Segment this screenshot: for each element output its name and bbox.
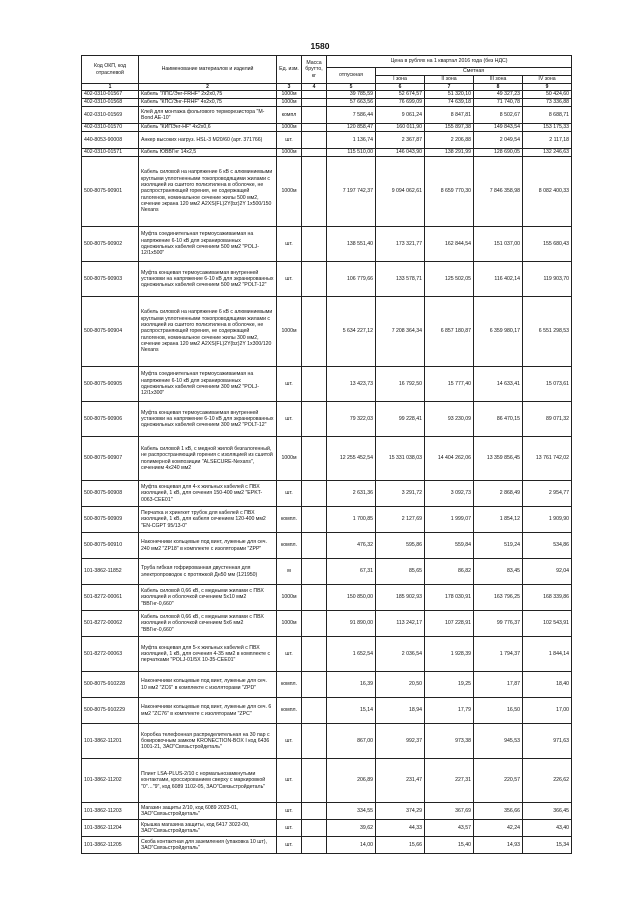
item-name: Коробка телефонная распределительная на 30 пар с бокировочным замком KRONECTION-BOX I код 6436 1001-21, ЗАО"Связьстройдеталь" — [139, 724, 277, 759]
header-zone-1: I зона — [376, 76, 425, 84]
header-code: Код ОКП, код отраслевой — [82, 56, 139, 84]
header-price-title: Цена в рублях на 1 квартал 2016 года (без НДС) — [327, 56, 572, 68]
price-zone-1: 595,86 — [376, 533, 425, 559]
price-zone-1: 99 228,41 — [376, 402, 425, 437]
price-zone-1: 52 674,57 — [376, 91, 425, 99]
price-release: 150 850,00 — [327, 585, 376, 611]
price-zone-4: 92,04 — [523, 559, 572, 585]
table-row — [82, 507, 572, 533]
item-unit: шт. — [277, 227, 302, 262]
item-code: 500-8075-90901 — [82, 157, 139, 227]
price-zone-3: 71 740,78 — [474, 99, 523, 107]
column-index: 2 — [139, 84, 277, 91]
price-zone-1: 18,94 — [376, 698, 425, 724]
price-zone-2: 1 928,39 — [425, 637, 474, 672]
item-name: Крышка магазина защиты, код 6417 3022-00, ЗАО"Связьстройдеталь" — [139, 820, 277, 837]
price-zone-2: 162 844,54 — [425, 227, 474, 262]
price-zone-1: 2 367,87 — [376, 132, 425, 149]
header-zone-3: III зона — [474, 76, 523, 84]
table-row — [82, 672, 572, 698]
price-zone-2: 19,25 — [425, 672, 474, 698]
item-unit: шт. — [277, 262, 302, 297]
price-zone-2: 93 230,09 — [425, 402, 474, 437]
page-number: 1580 — [310, 41, 330, 51]
item-code: 402-0310-01569 — [82, 107, 139, 124]
price-zone-2: 15 777,40 — [425, 367, 474, 402]
column-index-row — [82, 84, 572, 91]
table-row — [82, 367, 572, 402]
price-zone-2: 43,57 — [425, 820, 474, 837]
item-mass — [302, 91, 327, 99]
item-mass — [302, 157, 327, 227]
price-zone-2: 125 502,05 — [425, 262, 474, 297]
price-zone-1: 374,29 — [376, 803, 425, 820]
table-row — [82, 262, 572, 297]
item-unit: шт. — [277, 759, 302, 803]
price-release: 67,31 — [327, 559, 376, 585]
price-release: 39,62 — [327, 820, 376, 837]
price-zone-2: 8 847,81 — [425, 107, 474, 124]
item-name: Перчатка и хрингкет трубок для кабелей с ПВХ изоляцией, 1 кВ, для кабеля сечением 120-400 мм2 "EN-CGPT 95/13-0" — [139, 507, 277, 533]
table-row — [82, 132, 572, 149]
item-mass — [302, 402, 327, 437]
table-row — [82, 149, 572, 157]
item-name: Наконечники кольцевые под винт, луженые для сеч. 10 мм2 "ZC6" в комплекте с изоляторами "ZPD" — [139, 672, 277, 698]
price-zone-1: 16 792,50 — [376, 367, 425, 402]
item-unit: 1000м — [277, 437, 302, 481]
price-zone-3: 8 502,67 — [474, 107, 523, 124]
item-unit: компл. — [277, 698, 302, 724]
price-zone-2: 178 030,91 — [425, 585, 474, 611]
price-zone-3: 1 794,37 — [474, 637, 523, 672]
price-zone-4: 15,34 — [523, 837, 572, 854]
item-mass — [302, 698, 327, 724]
price-zone-4: 226,62 — [523, 759, 572, 803]
item-unit: 1000м — [277, 124, 302, 132]
item-code: 101-3862-11201 — [82, 724, 139, 759]
item-code: 500-8075-910228 — [82, 672, 139, 698]
table-row — [82, 107, 572, 124]
table-row — [82, 99, 572, 107]
header-zone-2: II зона — [425, 76, 474, 84]
column-index: 5 — [327, 84, 376, 91]
item-code: 402-0310-01568 — [82, 99, 139, 107]
item-code: 500-8075-90909 — [82, 507, 139, 533]
price-zone-3: 128 690,05 — [474, 149, 523, 157]
item-name: Наконечники кольцевые под винт, луженые для сеч. 240 мм2 "ZP18" в комплекте с изоляторами "ZPP" — [139, 533, 277, 559]
price-zone-4: 102 543,91 — [523, 611, 572, 637]
price-zone-2: 74 639,18 — [425, 99, 474, 107]
item-code: 101-3862-11852 — [82, 559, 139, 585]
price-zone-4: 155 680,43 — [523, 227, 572, 262]
price-zone-1: 20,50 — [376, 672, 425, 698]
table-row — [82, 157, 572, 227]
price-zone-4: 43,40 — [523, 820, 572, 837]
price-zone-3: 2 049,54 — [474, 132, 523, 149]
table-row — [82, 297, 572, 367]
item-unit: 1000м — [277, 99, 302, 107]
item-name: Кабель силовой на напряжение 6 кВ с алюминиевыми круглыми уплотненными токопроводящими жилами с изоляцией из сшитого полиэтилена в оболочке, не распространяющей горения, не содержащей галогенов, номинальное сечение жилы 300 мм2, сечение экрана 120 мм2 A2XS(FL)2Y(bz)2Y 1x300/120 Nexans — [139, 297, 277, 367]
price-zone-1: 173 321,77 — [376, 227, 425, 262]
price-zone-4: 119 903,70 — [523, 262, 572, 297]
item-mass — [302, 585, 327, 611]
price-zone-1: 185 902,93 — [376, 585, 425, 611]
item-unit: шт. — [277, 837, 302, 854]
price-zone-1: 133 578,71 — [376, 262, 425, 297]
price-zone-4: 971,63 — [523, 724, 572, 759]
table-row — [82, 759, 572, 803]
item-unit: компл — [277, 107, 302, 124]
item-name: Кабель силовой на напряжение 6 кВ с алюминиевыми круглыми уплотненными токопроводящими жилами с изоляцией из сшитого полиэтилена в оболочке, не распространяющей горения, не содержащей галогенов, номинальное сечение жилы 500 мм2, сечение экрана 120 мм2 A2XS(FL)2Y(bz)2Y 1x500/150 Nexans — [139, 157, 277, 227]
price-release: 115 510,00 — [327, 149, 376, 157]
item-mass — [302, 637, 327, 672]
item-unit: 1000м — [277, 157, 302, 227]
price-zone-3: 116 402,14 — [474, 262, 523, 297]
price-zone-3: 42,24 — [474, 820, 523, 837]
price-zone-3: 2 868,49 — [474, 481, 523, 507]
item-code: 500-8075-910229 — [82, 698, 139, 724]
item-code: 500-8075-90907 — [82, 437, 139, 481]
price-zone-4: 89 071,32 — [523, 402, 572, 437]
item-mass — [302, 297, 327, 367]
price-release: 7 197 742,37 — [327, 157, 376, 227]
price-zone-4: 17,00 — [523, 698, 572, 724]
price-release: 12 255 452,54 — [327, 437, 376, 481]
table-row — [82, 227, 572, 262]
item-name: Муфта соединительная термоусаживаемая на напряжение 6-10 кВ для экранированных одножильных кабелей сечением 300 мм2 "POLJ-12/1x300" — [139, 367, 277, 402]
item-name: Муфта концевая для 5-х жильных кабелей с ПВХ изоляцией, 1 кВ, для сечения 4-35 мм2 в комплекте с перчатками "POLJ-01/5X 10-35-CEE01" — [139, 637, 277, 672]
price-release: 2 631,36 — [327, 481, 376, 507]
item-code: 402-0310-01571 — [82, 149, 139, 157]
price-zone-3: 99 776,37 — [474, 611, 523, 637]
item-name: Кабель силовой 1 кВ, с медной жилой безгалогенный, не распространяющий горения с изоляцией из сшитой полимерной композиции "ALSECURE-Nexans", сечением 4x240 мм2 — [139, 437, 277, 481]
item-code: 500-8075-90910 — [82, 533, 139, 559]
price-zone-4: 50 424,60 — [523, 91, 572, 99]
column-index: 3 — [277, 84, 302, 91]
item-code: 500-8075-90903 — [82, 262, 139, 297]
item-code: 500-8075-90906 — [82, 402, 139, 437]
item-mass — [302, 132, 327, 149]
price-zone-1: 231,47 — [376, 759, 425, 803]
table-row — [82, 837, 572, 854]
item-name: Анкер высоких нагруз. HSL-3 M20/60 (арт. 371766) — [139, 132, 277, 149]
price-zone-2: 973,38 — [425, 724, 474, 759]
price-release: 14,00 — [327, 837, 376, 854]
item-code: 500-8075-90902 — [82, 227, 139, 262]
item-unit: компл. — [277, 533, 302, 559]
price-zone-2: 17,79 — [425, 698, 474, 724]
price-release: 334,55 — [327, 803, 376, 820]
item-mass — [302, 672, 327, 698]
price-zone-3: 356,66 — [474, 803, 523, 820]
price-release: 867,00 — [327, 724, 376, 759]
price-release: 138 551,40 — [327, 227, 376, 262]
header-mass: Масса брутто, кг — [302, 56, 327, 84]
item-mass — [302, 803, 327, 820]
item-mass — [302, 559, 327, 585]
table-row — [82, 637, 572, 672]
item-unit: м — [277, 559, 302, 585]
table-row — [82, 91, 572, 99]
price-zone-1: 85,65 — [376, 559, 425, 585]
price-zone-2: 138 291,99 — [425, 149, 474, 157]
item-unit: компл. — [277, 507, 302, 533]
price-zone-2: 227,31 — [425, 759, 474, 803]
price-release: 1 700,85 — [327, 507, 376, 533]
header-zone-4: IV зона — [523, 76, 572, 84]
header-unit: Ед. изм. — [277, 56, 302, 84]
price-release: 13 423,73 — [327, 367, 376, 402]
item-name: Магазин защиты 2/10, код 6089 2023-01, ЗАО"Связьстройдеталь" — [139, 803, 277, 820]
table-row — [82, 402, 572, 437]
price-zone-3: 14,93 — [474, 837, 523, 854]
table-row — [82, 820, 572, 837]
item-mass — [302, 820, 327, 837]
price-zone-3: 13 359 856,45 — [474, 437, 523, 481]
item-unit: шт. — [277, 402, 302, 437]
price-zone-1: 146 043,90 — [376, 149, 425, 157]
item-mass — [302, 759, 327, 803]
item-name: Плинт LSA-PLUS-2/10 с нормальнозамкнутыми контактами, кроссированием сверху с маркировкой "0"…"9", код 6089 1102-05, ЗАО"Связьстройдеталь" — [139, 759, 277, 803]
item-name: Муфта концевая термоусаживаемая внутренней установки на напряжение 6-10 кВ для экранированных одножильных кабелей сечением 300 мм2 "POLT-12" — [139, 402, 277, 437]
price-release: 39 785,59 — [327, 91, 376, 99]
item-mass — [302, 481, 327, 507]
item-code: 500-8075-90904 — [82, 297, 139, 367]
price-zone-3: 83,45 — [474, 559, 523, 585]
price-zone-3: 519,24 — [474, 533, 523, 559]
item-code: 501-8272-00063 — [82, 637, 139, 672]
price-zone-1: 2 036,54 — [376, 637, 425, 672]
column-index: 8 — [474, 84, 523, 91]
item-mass — [302, 507, 327, 533]
item-mass — [302, 533, 327, 559]
item-name: Скоба контактная для заземления (упаковка 10 шт), ЗАО"Связьстройдеталь" — [139, 837, 277, 854]
price-release: 106 779,66 — [327, 262, 376, 297]
price-zone-3: 220,57 — [474, 759, 523, 803]
table-row — [82, 481, 572, 507]
table-row — [82, 559, 572, 585]
table-row — [82, 124, 572, 132]
item-name: Муфта концевая для 4-х жильных кабелей с ПВХ изоляцией, 1 кВ, для сечения 150-400 мм2 "EPKT-0063-CEE01" — [139, 481, 277, 507]
item-name: Кабель силовой 0,66 кВ, с медными жилами с ПВХ изоляцией и оболочкой сечением 5x6 мм2 "ВВГнг-0,660" — [139, 611, 277, 637]
item-name: Кабель "КПС/Энг-FRHF" 4x2x0,75 — [139, 99, 277, 107]
price-release: 57 663,56 — [327, 99, 376, 107]
price-release: 1 652,54 — [327, 637, 376, 672]
price-zone-4: 366,45 — [523, 803, 572, 820]
price-zone-1: 9 094 062,61 — [376, 157, 425, 227]
price-zone-1: 76 699,09 — [376, 99, 425, 107]
item-mass — [302, 124, 327, 132]
price-zone-2: 6 857 180,87 — [425, 297, 474, 367]
price-zone-3: 16,50 — [474, 698, 523, 724]
item-name: Наконечники кольцевые под винт, луженые для сеч. 6 мм2 "ZC76" в комплекте с изоляторами "ZPC" — [139, 698, 277, 724]
price-zone-4: 2 954,77 — [523, 481, 572, 507]
price-zone-2: 559,84 — [425, 533, 474, 559]
price-zone-3: 163 796,25 — [474, 585, 523, 611]
price-zone-2: 14 404 262,06 — [425, 437, 474, 481]
item-unit: 1000м — [277, 91, 302, 99]
price-zone-2: 155 897,38 — [425, 124, 474, 132]
item-mass — [302, 149, 327, 157]
price-zone-1: 2 127,69 — [376, 507, 425, 533]
price-zone-4: 534,86 — [523, 533, 572, 559]
item-mass — [302, 437, 327, 481]
price-zone-3: 945,53 — [474, 724, 523, 759]
price-zone-1: 15 331 038,03 — [376, 437, 425, 481]
item-code: 101-3862-11205 — [82, 837, 139, 854]
price-release: 91 890,00 — [327, 611, 376, 637]
header-estimate-price: Сметная — [376, 68, 572, 76]
header-name: Наименование материалов и изделий — [139, 56, 277, 84]
price-zone-4: 8 688,71 — [523, 107, 572, 124]
header-release-price: отпускная — [327, 68, 376, 84]
column-index: 1 — [82, 84, 139, 91]
price-zone-3: 6 359 980,17 — [474, 297, 523, 367]
item-mass — [302, 724, 327, 759]
table-row — [82, 724, 572, 759]
item-unit: шт. — [277, 367, 302, 402]
item-unit: шт. — [277, 132, 302, 149]
price-zone-3: 17,87 — [474, 672, 523, 698]
item-mass — [302, 262, 327, 297]
price-zone-2: 2 206,88 — [425, 132, 474, 149]
column-index: 4 — [302, 84, 327, 91]
price-zone-1: 7 208 364,34 — [376, 297, 425, 367]
price-zone-1: 15,66 — [376, 837, 425, 854]
price-release: 120 858,47 — [327, 124, 376, 132]
price-zone-1: 44,33 — [376, 820, 425, 837]
table-body — [82, 91, 572, 854]
price-zone-4: 1 844,14 — [523, 637, 572, 672]
item-mass — [302, 367, 327, 402]
price-zone-3: 1 854,12 — [474, 507, 523, 533]
price-release: 206,89 — [327, 759, 376, 803]
item-code: 440-8053-90008 — [82, 132, 139, 149]
price-zone-2: 8 659 770,30 — [425, 157, 474, 227]
price-zone-4: 15 073,61 — [523, 367, 572, 402]
item-code: 101-3862-11203 — [82, 803, 139, 820]
item-mass — [302, 107, 327, 124]
item-name: Кабель ЮВВГнг 14х2,5 — [139, 149, 277, 157]
price-zone-2: 51 320,10 — [425, 91, 474, 99]
item-code: 402-0310-01567 — [82, 91, 139, 99]
item-name: Муфта концевая термоусаживаемая внутренней установки на напряжение 6-10 кВ для экранированных одножильных кабелей сечением 500 мм2 "POLT-12" — [139, 262, 277, 297]
item-unit: 1000м — [277, 297, 302, 367]
table-row — [82, 611, 572, 637]
price-zone-4: 13 761 742,02 — [523, 437, 572, 481]
price-release: 79 322,03 — [327, 402, 376, 437]
item-unit: 1000м — [277, 611, 302, 637]
item-code: 101-3862-11202 — [82, 759, 139, 803]
item-unit: компл. — [277, 672, 302, 698]
price-release: 1 136,74 — [327, 132, 376, 149]
price-zone-1: 113 242,17 — [376, 611, 425, 637]
price-release: 7 586,44 — [327, 107, 376, 124]
item-name: Муфта соединительная термоусаживаемая на напряжение 6-10 кВ для экранированных одножильных кабелей сечением 500 мм2 "POLJ-12/1x500" — [139, 227, 277, 262]
column-index: 7 — [425, 84, 474, 91]
price-zone-2: 15,40 — [425, 837, 474, 854]
price-zone-4: 1 909,90 — [523, 507, 572, 533]
price-table — [81, 55, 572, 854]
price-release: 5 634 227,12 — [327, 297, 376, 367]
table-row — [82, 533, 572, 559]
item-code: 500-8075-90908 — [82, 481, 139, 507]
price-zone-4: 168 339,86 — [523, 585, 572, 611]
price-zone-4: 18,40 — [523, 672, 572, 698]
price-zone-2: 107 228,91 — [425, 611, 474, 637]
item-name: Кабель силовой 0,66 кВ, с медными жилами с ПВХ изоляцией и оболочкой сечением 5x10 мм2 "ВВГнг-0,660" — [139, 585, 277, 611]
price-zone-1: 3 291,72 — [376, 481, 425, 507]
item-code: 402-0310-01570 — [82, 124, 139, 132]
price-zone-3: 49 327,23 — [474, 91, 523, 99]
item-mass — [302, 227, 327, 262]
item-name: Кабель "ЛПС/Энг-FRHF" 2x2x0,75 — [139, 91, 277, 99]
price-zone-1: 160 011,90 — [376, 124, 425, 132]
item-name: Кабель "КИПЭнг-HF" 4x2x0,6 — [139, 124, 277, 132]
item-mass — [302, 837, 327, 854]
price-release: 15,14 — [327, 698, 376, 724]
item-unit: 1000м — [277, 149, 302, 157]
item-name: Труба гибкая гофрированная двустенная для электропроводок с протяжкой Дн50 мм (121950) — [139, 559, 277, 585]
price-zone-4: 153 175,33 — [523, 124, 572, 132]
table-row — [82, 437, 572, 481]
item-unit: шт. — [277, 481, 302, 507]
item-unit: шт. — [277, 803, 302, 820]
price-zone-4: 132 246,63 — [523, 149, 572, 157]
table-row — [82, 698, 572, 724]
price-zone-2: 1 999,07 — [425, 507, 474, 533]
price-release: 476,32 — [327, 533, 376, 559]
price-zone-3: 86 470,15 — [474, 402, 523, 437]
item-unit: шт. — [277, 820, 302, 837]
item-name: Клей для монтажа фольгового терморезистора "M-Bond AE-10" — [139, 107, 277, 124]
price-zone-4: 6 551 298,53 — [523, 297, 572, 367]
item-code: 501-8272-00061 — [82, 585, 139, 611]
price-zone-4: 2 117,18 — [523, 132, 572, 149]
price-zone-2: 86,82 — [425, 559, 474, 585]
item-code: 101-3862-11204 — [82, 820, 139, 837]
table-row — [82, 585, 572, 611]
item-code: 500-8075-90905 — [82, 367, 139, 402]
price-zone-4: 8 082 400,33 — [523, 157, 572, 227]
item-unit: 1000м — [277, 585, 302, 611]
price-zone-3: 151 037,00 — [474, 227, 523, 262]
table-row — [82, 803, 572, 820]
price-zone-2: 367,69 — [425, 803, 474, 820]
column-index: 6 — [376, 84, 425, 91]
price-zone-3: 149 843,54 — [474, 124, 523, 132]
price-zone-4: 73 336,88 — [523, 99, 572, 107]
price-release: 16,39 — [327, 672, 376, 698]
price-zone-3: 14 633,41 — [474, 367, 523, 402]
item-unit: шт. — [277, 637, 302, 672]
item-code: 501-8272-00062 — [82, 611, 139, 637]
item-unit: шт. — [277, 724, 302, 759]
column-index: 9 — [523, 84, 572, 91]
price-zone-3: 7 846 358,98 — [474, 157, 523, 227]
price-zone-1: 9 061,24 — [376, 107, 425, 124]
item-mass — [302, 611, 327, 637]
item-mass — [302, 99, 327, 107]
table-header — [82, 56, 572, 91]
price-zone-1: 992,37 — [376, 724, 425, 759]
price-zone-2: 3 092,73 — [425, 481, 474, 507]
